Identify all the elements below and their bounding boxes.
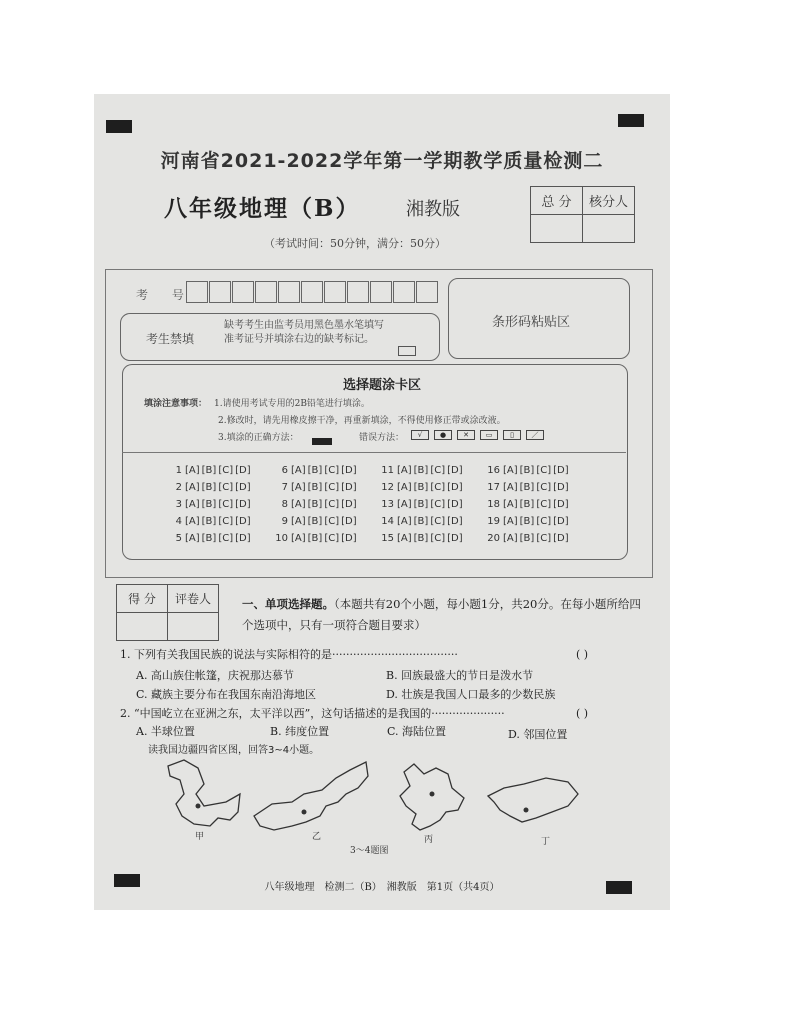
exam-title: 河南省2021-2022学年第一学期教学质量检测二 <box>160 150 604 172</box>
answer-bubble[interactable]: [D] <box>553 499 569 510</box>
answer-bubble[interactable]: [B] <box>201 499 217 510</box>
wrong-mark: ✕ <box>457 430 475 440</box>
question-1-stem: 1. 下列有关我国民族的说法与实际相符的是···································· <box>120 648 458 661</box>
question-number: 18 <box>487 499 500 510</box>
map-label-bing: 丙 <box>424 835 434 845</box>
question-number: 9 <box>281 516 288 527</box>
answer-row <box>274 465 380 476</box>
grader-score-cell[interactable] <box>117 613 168 641</box>
answer-bubble[interactable]: [A] <box>185 482 200 493</box>
answer-row <box>380 482 486 493</box>
answer-row <box>486 465 592 476</box>
answer-bubble[interactable]: [A] <box>291 516 306 527</box>
answer-row <box>274 516 380 527</box>
answer-bubble[interactable]: [D] <box>341 499 357 510</box>
question-number: 6 <box>281 465 288 476</box>
answer-bubble[interactable]: [A] <box>397 516 412 527</box>
page-footer: 八年级地理 检测二（B） 湘教版 第1页（共4页） <box>264 882 500 893</box>
exam-number-box[interactable] <box>347 281 369 303</box>
answer-bubble[interactable]: [D] <box>235 465 251 476</box>
exam-number-box[interactable] <box>255 281 277 303</box>
exam-sheet <box>94 94 670 910</box>
exam-number-box[interactable] <box>232 281 254 303</box>
answer-sheet-divider <box>122 452 626 453</box>
question-number: 14 <box>381 516 394 527</box>
wrong-fill-examples <box>411 430 544 440</box>
question-2-answer-blank[interactable]: ( ) <box>576 707 589 720</box>
total-score-cell[interactable] <box>531 215 583 243</box>
fill-notes-label: 填涂注意事项： <box>144 399 208 409</box>
answer-row <box>486 516 592 527</box>
answer-bubble[interactable]: [C] <box>218 533 234 544</box>
fill-note-3: 3.填涂的正确方法： <box>218 433 299 443</box>
answer-bubble[interactable]: [A] <box>185 465 200 476</box>
answer-bubble[interactable]: [A] <box>503 533 518 544</box>
question-2-option-a: A. 半球位置 <box>136 725 195 738</box>
answer-bubble[interactable]: [A] <box>503 499 518 510</box>
question-number: 4 <box>175 516 182 527</box>
answer-row <box>380 516 486 527</box>
answer-bubble[interactable]: [D] <box>341 516 357 527</box>
answer-bubble[interactable]: [D] <box>235 516 251 527</box>
question-number: 17 <box>487 482 500 493</box>
question-number: 12 <box>381 482 394 493</box>
answer-bubble[interactable]: [C] <box>324 516 340 527</box>
question-number: 5 <box>175 533 182 544</box>
question-1-option-d: D. 壮族是我国人口最多的少数民族 <box>386 688 556 701</box>
answer-bubble[interactable]: [B] <box>413 516 429 527</box>
correct-fill-example <box>312 431 332 450</box>
candidate-tip-label: 考生禁填 <box>146 332 195 346</box>
answer-bubble[interactable]: [A] <box>503 516 518 527</box>
wrong-mark: ● <box>434 430 452 440</box>
answer-bubble[interactable]: [C] <box>536 533 552 544</box>
question-number: 13 <box>381 499 394 510</box>
answer-bubble[interactable]: [B] <box>307 465 323 476</box>
answer-bubble[interactable]: [D] <box>553 482 569 493</box>
answer-bubble[interactable]: [C] <box>430 482 446 493</box>
answer-bubble[interactable]: [C] <box>324 533 340 544</box>
exam-number-box[interactable] <box>324 281 346 303</box>
answer-row <box>274 499 380 510</box>
answer-bubble[interactable]: [D] <box>553 516 569 527</box>
grader-table <box>116 584 219 641</box>
answer-bubble[interactable]: [C] <box>430 499 446 510</box>
answer-bubble[interactable]: [C] <box>430 533 446 544</box>
answer-bubble[interactable]: [A] <box>503 465 518 476</box>
answer-row <box>168 499 274 510</box>
answer-bubble[interactable]: [B] <box>413 499 429 510</box>
question-3-4-intro: 读我国边疆四省区图，回答3~4小题。 <box>148 745 320 756</box>
answer-bubble[interactable]: [D] <box>235 499 251 510</box>
answer-bubble[interactable]: [B] <box>519 516 535 527</box>
answer-bubble[interactable]: [A] <box>291 465 306 476</box>
answer-bubble[interactable]: [D] <box>447 533 463 544</box>
province-map-yi <box>254 762 368 830</box>
exam-number-box[interactable] <box>278 281 300 303</box>
exam-number-boxes[interactable] <box>186 281 439 303</box>
wrong-mark: ▯ <box>503 430 521 440</box>
answer-bubble[interactable]: [D] <box>447 499 463 510</box>
province-map-bing <box>400 764 464 830</box>
answer-bubble[interactable]: [C] <box>324 499 340 510</box>
answer-bubble[interactable]: [D] <box>235 482 251 493</box>
question-number: 8 <box>281 499 288 510</box>
section-description: （本题共有20个小题，每小题1分，共20分。在每小题所给四个选项中，只有一项符合题目要求） <box>242 597 641 632</box>
wrong-mark: √ <box>411 430 429 440</box>
question-number: 1 <box>175 465 182 476</box>
question-1-option-b: B. 回族最盛大的节日是泼水节 <box>386 669 534 682</box>
answer-bubble[interactable]: [B] <box>519 482 535 493</box>
answer-row <box>380 465 486 476</box>
answer-bubble[interactable]: [B] <box>307 482 323 493</box>
answer-bubble[interactable]: [C] <box>218 516 234 527</box>
answer-bubble[interactable]: [C] <box>324 465 340 476</box>
answer-bubble[interactable]: [D] <box>447 482 463 493</box>
question-number: 2 <box>175 482 182 493</box>
answer-bubble[interactable]: [A] <box>291 533 306 544</box>
answer-bubble[interactable]: [D] <box>553 533 569 544</box>
answer-bubble[interactable]: [A] <box>185 499 200 510</box>
answer-row <box>168 533 274 544</box>
answer-bubble[interactable]: [B] <box>201 482 217 493</box>
answer-bubble[interactable]: [C] <box>324 482 340 493</box>
answer-row <box>168 465 274 476</box>
answer-bubble[interactable]: [C] <box>536 516 552 527</box>
exam-subject: 八年级地理（B） <box>164 195 361 222</box>
answer-row <box>168 516 274 527</box>
question-2-option-c: C. 海陆位置 <box>387 725 447 738</box>
answer-bubble[interactable]: [B] <box>519 465 535 476</box>
answer-bubble[interactable]: [C] <box>430 516 446 527</box>
map-label-ding: 丁 <box>541 837 551 847</box>
checker-header: 核分人 <box>583 187 635 215</box>
question-number: 7 <box>281 482 288 493</box>
question-1-answer-blank[interactable]: ( ) <box>576 648 589 661</box>
question-number: 20 <box>487 533 500 544</box>
question-2-option-b: B. 纬度位置 <box>270 725 330 738</box>
exam-number-box[interactable] <box>209 281 231 303</box>
exam-edition: 湘教版 <box>406 199 460 220</box>
answer-bubble[interactable]: [D] <box>341 465 357 476</box>
exam-number-box[interactable] <box>416 281 438 303</box>
answer-bubble[interactable]: [A] <box>397 482 412 493</box>
candidate-tip-text: 缺考考生由监考员用黑色墨水笔填写准考证号并填涂右边的缺考标记。 <box>224 320 384 345</box>
answer-bubble[interactable]: [D] <box>553 465 569 476</box>
border-provinces-maps <box>154 754 594 854</box>
answer-row <box>486 482 592 493</box>
province-map-ding <box>488 778 578 822</box>
answer-bubble[interactable]: [D] <box>341 482 357 493</box>
question-number: 11 <box>381 465 394 476</box>
question-number: 15 <box>381 533 394 544</box>
question-number: 10 <box>275 533 288 544</box>
registration-mark-top-left <box>106 120 132 133</box>
registration-mark-top-right <box>618 114 644 127</box>
answer-bubble[interactable]: [B] <box>519 499 535 510</box>
answer-bubble[interactable]: [B] <box>201 516 217 527</box>
answer-bubble[interactable]: [A] <box>291 499 306 510</box>
answer-bubble[interactable]: [A] <box>503 482 518 493</box>
answer-bubble[interactable]: [D] <box>447 516 463 527</box>
answer-bubble[interactable]: [B] <box>307 516 323 527</box>
answer-bubble[interactable]: [C] <box>218 499 234 510</box>
answer-row <box>380 533 486 544</box>
answer-bubble[interactable]: [A] <box>397 533 412 544</box>
exam-number-box[interactable] <box>393 281 415 303</box>
answer-bubble[interactable]: [D] <box>341 533 357 544</box>
question-1-option-a: A. 高山族住帐篷，庆祝那达慕节 <box>136 669 294 682</box>
answer-bubble[interactable]: [C] <box>536 465 552 476</box>
question-2-option-d: D. 邻国位置 <box>508 728 568 741</box>
map-label-yi: 乙 <box>312 832 322 842</box>
answer-bubble[interactable]: [A] <box>185 516 200 527</box>
answer-row <box>274 482 380 493</box>
exam-number-box[interactable] <box>370 281 392 303</box>
section-title: 一、单项选择题。 <box>242 597 334 611</box>
answer-bubble[interactable]: [C] <box>536 482 552 493</box>
answer-bubble[interactable]: [B] <box>519 533 535 544</box>
exam-number-label: 考 号 <box>136 288 194 302</box>
answer-bubble[interactable]: [C] <box>430 465 446 476</box>
question-2-stem: 2. “中国屹立在亚洲之东，太平洋以西”，这句话描述的是我国的····················· <box>120 707 505 720</box>
wrong-method-label: 错误方法： <box>359 433 405 443</box>
answer-bubble[interactable]: [B] <box>413 533 429 544</box>
map-caption: 3～4题图 <box>350 846 389 856</box>
answer-sheet-title: 选择题涂卡区 <box>342 378 421 393</box>
answer-row <box>274 533 380 544</box>
answer-bubble[interactable]: [D] <box>447 465 463 476</box>
answer-bubble[interactable]: [A] <box>397 499 412 510</box>
fill-note-2: 2.修改时，请先用橡皮擦干净，再重新填涂，不得使用修正带或涂改液。 <box>218 416 506 426</box>
grader-score-header: 得 分 <box>117 585 168 613</box>
answer-bubble[interactable]: [A] <box>185 533 200 544</box>
answer-bubble[interactable]: [A] <box>397 465 412 476</box>
question-number: 16 <box>487 465 500 476</box>
answer-bubble[interactable]: [C] <box>536 499 552 510</box>
grader-reviewer-header: 评卷人 <box>168 585 219 613</box>
answer-bubble[interactable]: [D] <box>235 533 251 544</box>
grader-reviewer-cell[interactable] <box>168 613 219 641</box>
answer-row <box>168 482 274 493</box>
answer-row <box>486 499 592 510</box>
total-score-table <box>530 186 635 243</box>
exam-number-box[interactable] <box>186 281 208 303</box>
answer-bubble[interactable]: [A] <box>291 482 306 493</box>
section-heading <box>242 594 652 636</box>
checker-cell[interactable] <box>583 215 635 243</box>
exam-time-note: （考试时间：50分钟，满分：50分） <box>264 237 446 250</box>
fill-note-1: 1.请使用考试专用的2B铅笔进行填涂。 <box>214 399 370 409</box>
absence-mark-box[interactable] <box>398 346 416 356</box>
question-number: 3 <box>175 499 182 510</box>
province-map-jia <box>168 760 240 826</box>
total-score-header: 总 分 <box>531 187 583 215</box>
question-number: 19 <box>487 516 500 527</box>
barcode-label: 条形码粘贴区 <box>492 315 571 330</box>
answer-bubble[interactable]: [B] <box>413 482 429 493</box>
answer-bubble[interactable]: [B] <box>201 533 217 544</box>
answer-row <box>486 533 592 544</box>
wrong-mark: ▭ <box>480 430 498 440</box>
answer-bubble-grid <box>168 465 592 544</box>
exam-number-box[interactable] <box>301 281 323 303</box>
wrong-mark: ／ <box>526 430 544 440</box>
answer-row <box>380 499 486 510</box>
answer-bubble[interactable]: [B] <box>307 533 323 544</box>
answer-bubble[interactable]: [B] <box>413 465 429 476</box>
answer-bubble[interactable]: [C] <box>218 482 234 493</box>
question-1-option-c: C. 藏族主要分布在我国东南沿海地区 <box>136 688 317 701</box>
answer-bubble[interactable]: [B] <box>307 499 323 510</box>
answer-bubble[interactable]: [C] <box>218 465 234 476</box>
answer-bubble[interactable]: [B] <box>201 465 217 476</box>
map-label-jia: 甲 <box>195 832 205 842</box>
